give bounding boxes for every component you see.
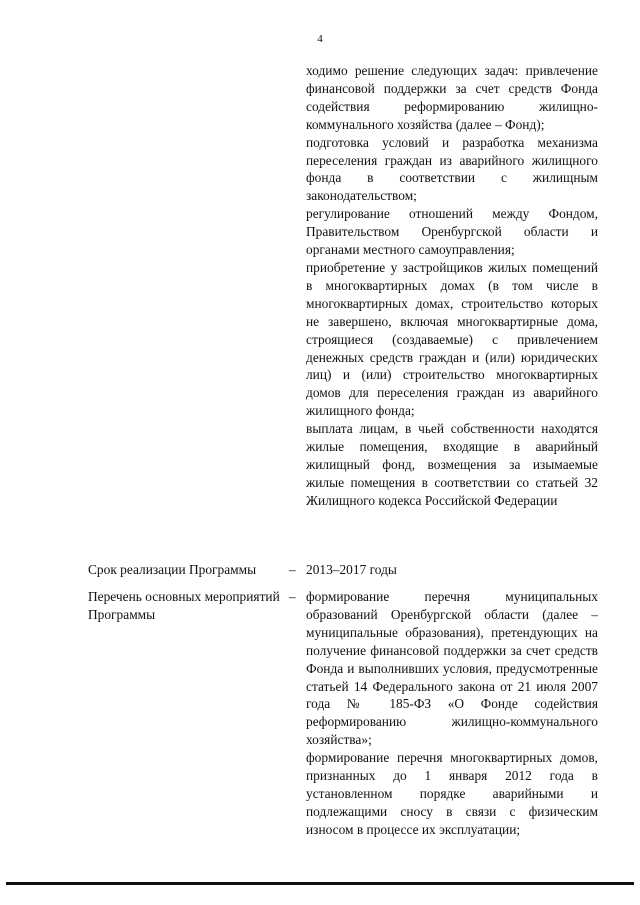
page-number: 4 — [317, 33, 323, 45]
task-item: подготовка условий и разработка механизма переселения граждан из аварийного жилищного фонда в соответствии с жилищным законодательством; — [306, 134, 598, 204]
measures-label: Перечень основных мероприятий Программы — [88, 589, 280, 622]
measure-item: формирование перечня многоквартирных домов, признанных до 1 января 2012 года в установленном порядке аварийными и подлежащими сносу в связи с физическим износом в процессе их эксплуатации; — [306, 750, 598, 837]
measures-list — [306, 588, 598, 839]
bottom-rule — [6, 882, 634, 885]
measure-item: формирование перечня муниципальных образований Оренбургской области (далее – муниципальные образования), претендующих на получение финансовой поддержки за счет средств Фонда и выполнивших условия, предусмотренные статьей 14 Федерального закона от 21 июля 2007 года № 185-ФЗ «О Фонде содействия реформированию жилищно-коммунального хозяйства»; — [306, 589, 598, 748]
task-item: приобретение у застройщиков жилых помещений в многоквартирных домах (в том числе в многоквартирных домах, строительство которых не завершено, включая многоквартирные дома, строящиеся (создаваемые) с привлечением денежных средств граждан и (или) юридических лиц) и (или) строительство многоквартирных домов для переселения граждан из аварийного жилищного фонда; — [306, 259, 598, 419]
task-item: регулирование отношений между Фондом, Правительством Оренбургской области и органами местного самоуправления; — [306, 206, 598, 258]
task-item: ходимо решение следующих задач: привлечение финансовой поддержки за счет средств Фонда содействия реформированию жилищно-коммунального хозяйства (далее – Фонд); — [306, 63, 598, 132]
duration-dash: – — [289, 562, 296, 577]
tasks-list — [306, 62, 598, 510]
measures-dash: – — [289, 589, 296, 604]
task-item: выплата лицам, в чьей собственности находятся жилые помещения, входящие в аварийный жилищный фонд, возмещения за изымаемые жилые помещения в соответствии со статьей 32 Жилищного кодекса Российской Федерации — [306, 421, 598, 508]
duration-label: Срок реализации Программы — [88, 562, 257, 577]
duration-value: 2013–2017 годы — [306, 562, 397, 577]
